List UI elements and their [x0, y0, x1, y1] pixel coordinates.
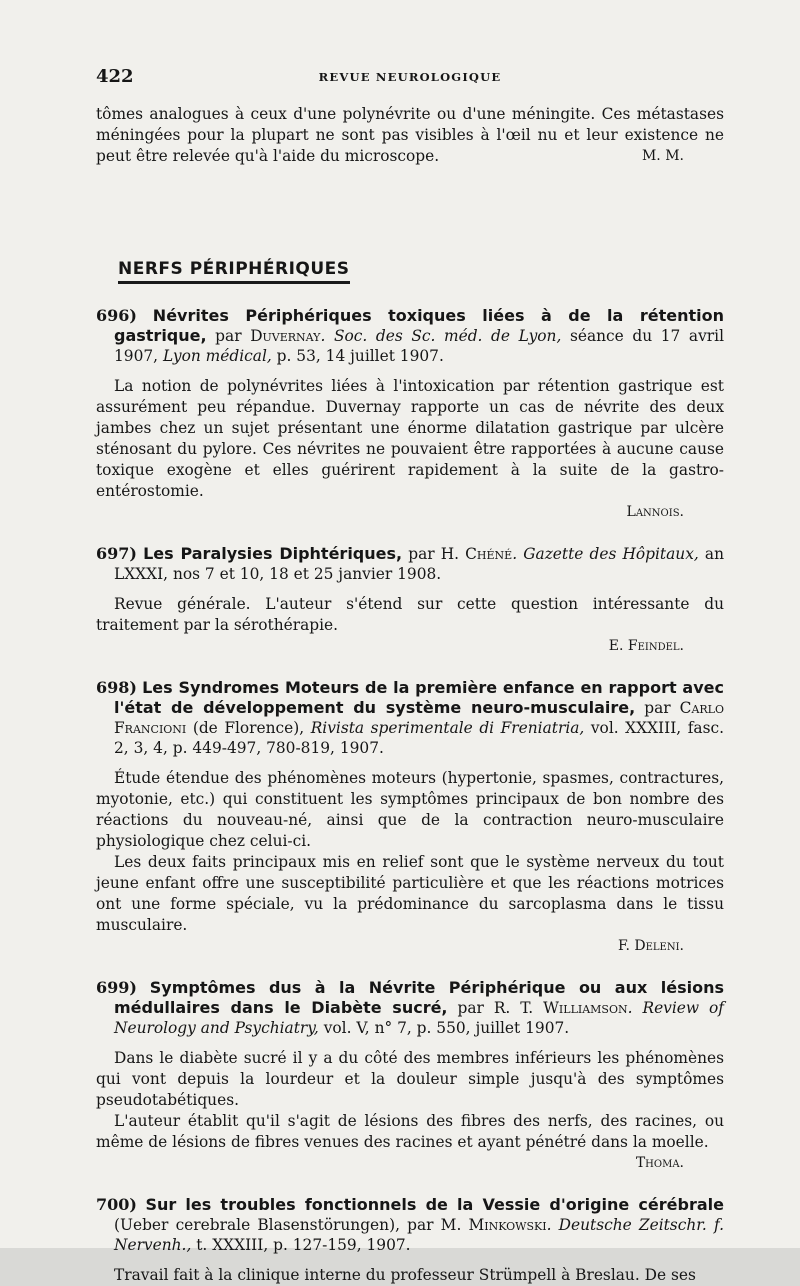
- entry-by: par: [635, 699, 680, 717]
- entry-paragraph: Travail fait à la clinique interne du professeur Strümpell à Breslau. De ses: [114, 1266, 696, 1284]
- entry-by: par R. T.: [447, 999, 544, 1017]
- entry-heading: [96, 306, 724, 366]
- entry-paragraph: [96, 594, 724, 636]
- entry-author: Carlo Francioni: [114, 699, 724, 737]
- entry-number: 700): [96, 1195, 137, 1214]
- entry-by: par: [206, 327, 251, 345]
- entry-signature: Lannois.: [626, 504, 684, 520]
- entry-number: 697): [96, 544, 137, 563]
- entry-author: Williamson: [543, 999, 628, 1017]
- entry-paragraph: Dans le diabète sucré il y a du côté des membres inférieurs les phénomènes qui vont depuis la lourdeur et la douleur simple jusqu'à des symptômes pseudotabétiques.: [96, 1049, 724, 1109]
- entry-source: . Soc. des Sc. méd. de Lyon,: [320, 327, 562, 345]
- abstract-entry: [96, 306, 724, 522]
- intro-signature: M. M.: [641, 148, 684, 164]
- entry-signature: Thoma.: [635, 1155, 684, 1171]
- entry-by: par H.: [402, 545, 466, 563]
- entry-details: t. XXXIII, p. 127-159, 1907.: [191, 1236, 411, 1254]
- entry-paragraph: L'auteur établit qu'il s'agit de lésions des fibres des nerfs, des racines, ou même de lésions de fibres venues des racines et ayant pénétré dans la moelle.: [96, 1112, 724, 1151]
- abstract-entry: [96, 1195, 724, 1286]
- entry-title: Symptômes dus à la Névrite Périphérique ou aux lésions médullaires dans le Diabète sucré,: [114, 978, 724, 1017]
- entry-number: 698): [96, 678, 137, 697]
- intro-paragraph: [96, 104, 724, 167]
- entry-source: . Review of Neurology and Psychiatry,: [114, 999, 724, 1037]
- entry-number: 696): [96, 306, 137, 325]
- entry-title: Sur les troubles fonctionnels de la Vessie d'origine cérébrale: [145, 1195, 724, 1214]
- entry-paragraph: Les deux faits principaux mis en relief sont que le système nerveux du tout jeune enfant offre une susceptibilité particulière et que les réactions motrices ont une forme spéciale, vu la prédominance du sarcoplasma dans le tissu musculaire.: [96, 853, 724, 934]
- entry-details: an LXXXI, nos 7 et 10, 18 et 25 janvier 1908.: [114, 545, 724, 583]
- entry-heading: [96, 678, 724, 758]
- entry-source: . Gazette des Hôpitaux,: [512, 545, 699, 563]
- abstract-entry: [96, 978, 724, 1173]
- entry-details-pre: (Ueber cerebrale Blasenstörungen), par M.: [114, 1216, 469, 1234]
- running-header: [96, 66, 724, 92]
- entry-details-2: p. 53, 14 juillet 1907.: [271, 347, 444, 365]
- entry-title: Névrites Périphériques toxiques liées à de la rétention gastrique,: [114, 306, 724, 345]
- entry-number: 699): [96, 978, 137, 997]
- entry-paragraph: Étude étendue des phénomènes moteurs (hypertonie, spasmes, contractures, myotonie, etc.) qui constituent les symptômes principaux de bon nombre des réactions du nouveau-né, ainsi que de la contraction neuro-musculaire physiologique chez celui-ci.: [96, 769, 724, 850]
- entry-author: Chéné: [465, 545, 513, 563]
- entry-author: Minkowski: [468, 1216, 547, 1234]
- entry-source: Rivista sperimentale di Freniatria,: [310, 719, 585, 737]
- abstract-entry: [96, 678, 724, 956]
- entry-details: vol. XXXIII, fasc. 2, 3, 4, p. 449-497, 780-819, 1907.: [114, 719, 724, 757]
- entry-heading: [96, 978, 724, 1038]
- page-number: 422: [96, 66, 134, 87]
- entry-author: Duvernay: [250, 327, 321, 345]
- intro-text: tômes analogues à ceux d'une polynévrite ou d'une méningite. Ces métastases méningées pour la plupart ne sont pas visibles à l'œil nu et leur existence ne peut être relevée qu'à l'aide du microscope.: [96, 105, 724, 165]
- section-title: NERFS PÉRIPHÉRIQUES: [118, 259, 350, 284]
- entry-source: . Deutsche Zeitschr. f. Nervenh.,: [114, 1216, 725, 1254]
- entry-heading: [96, 1195, 724, 1255]
- entry-title: Les Syndromes Moteurs de la première enfance en rapport avec l'état de développement du système neuro-musculaire,: [114, 678, 724, 717]
- entry-paragraph: La notion de polynévrites liées à l'intoxication par rétention gastrique est assurément peu répandue. Duvernay rapporte un cas de névrite des deux jambes chez un sujet présentant une énorme dilatation gastrique par ulcère sténosant du pylore. Ces névrites ne pouvaient être rapportées à aucune cause toxique exogène et elles guérirent rapidement à la suite de la gastro-entérostomie.: [96, 377, 724, 500]
- journal-title: REVUE NEUROLOGIQUE: [318, 70, 502, 84]
- entry-details-pre: (de Florence),: [186, 719, 311, 737]
- entry-heading: [96, 544, 724, 584]
- entry-details: séance du 17 avril 1907,: [114, 327, 725, 365]
- entry-source-2: Lyon médical,: [162, 347, 272, 365]
- entry-paragraph-text: Revue générale. L'auteur s'étend sur cette question intéressante du traitement par la sérothérapie.: [96, 595, 724, 634]
- entry-details: vol. V, n° 7, p. 550, juillet 1907.: [318, 1019, 570, 1037]
- entry-signature: E. Feindel.: [608, 638, 684, 654]
- page-content: [96, 104, 724, 1286]
- entry-signature: F. Deleni.: [617, 938, 684, 954]
- entry-title: Les Paralysies Diphtériques,: [143, 544, 403, 563]
- abstract-entry: [96, 544, 724, 656]
